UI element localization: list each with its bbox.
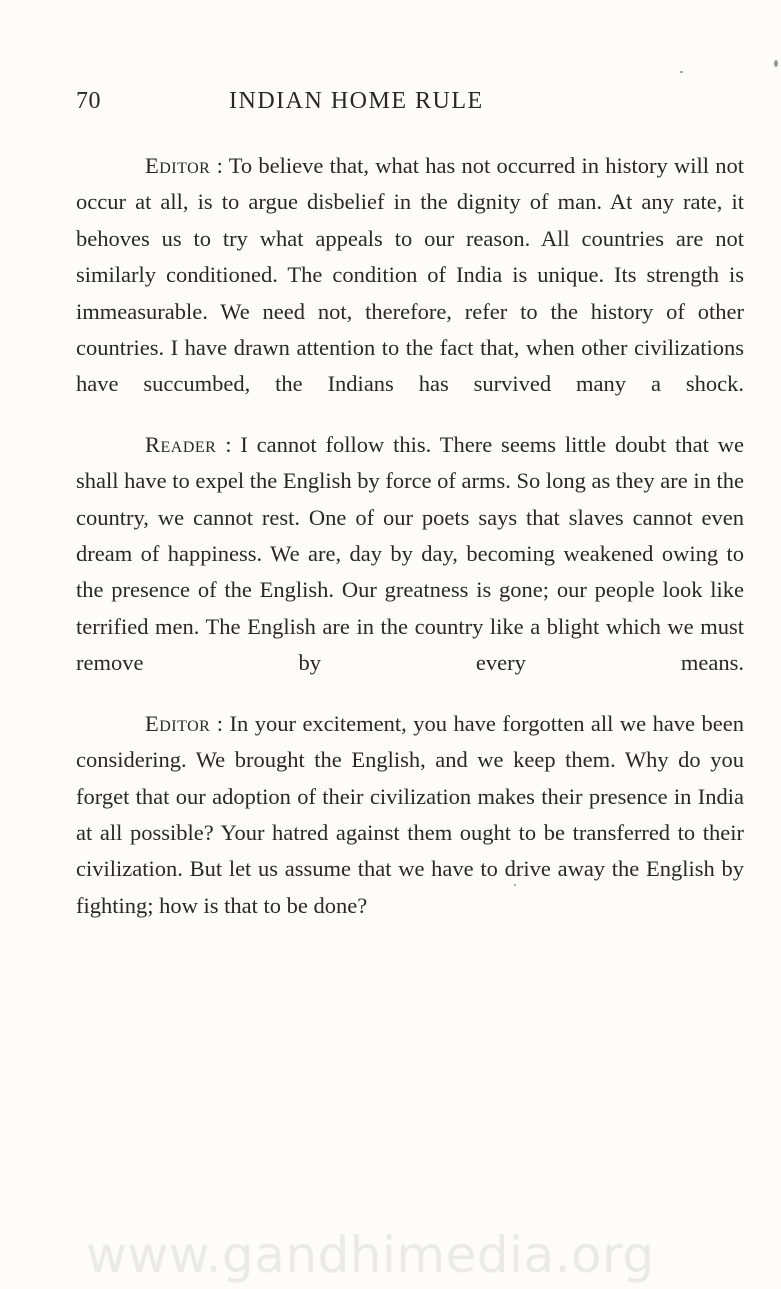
page-number: 70 — [76, 88, 101, 114]
speaker-label: Editor — [145, 710, 211, 736]
speaker-label: Reader — [145, 431, 217, 457]
scan-speck — [774, 60, 778, 67]
body-text — [76, 148, 744, 948]
watermark: www.gandhimedia.org — [86, 1226, 655, 1284]
paragraph-editor-1 — [76, 148, 744, 403]
speaker-separator: : — [210, 153, 229, 178]
paragraph-editor-2 — [76, 706, 744, 924]
paragraph-text: To believe that, what has not occurred in history will not occur at all, is to argue disbelief in the dignity of man. At any rate, it behoves us to try what appeals to our reason. All countries are not similarly conditioned. The condition of India is unique. Its strength is immeasurable. We need not, therefore, refer to the history of other countries. I have drawn attention to the fact that, when other civilizations have succumbed, the Indians has survived many a shock. — [76, 153, 744, 397]
page-header — [76, 88, 744, 122]
scan-speck — [514, 884, 516, 886]
scan-speck — [680, 71, 683, 73]
speaker-label: Editor — [145, 153, 211, 178]
running-title: INDIAN HOME RULE — [229, 88, 484, 114]
speaker-separator: : — [210, 710, 230, 736]
speaker-separator: : — [216, 431, 241, 457]
paragraph-reader-1 — [76, 427, 744, 682]
paragraph-text: In your excitement, you have forgotten all we have been considering. We brought the English, and we keep them. Why do you forget that our adoption of their civilization makes their presence in India at all possible? Your hatred against them ought to be transferred to their civilization. But let us assume that we have to drive away the English by fighting; how is that to be done? — [76, 710, 744, 918]
paragraph-text: I cannot follow this. There seems little doubt that we shall have to expel the English by force of arms. So long as they are in the country, we cannot rest. One of our poets says that slaves cannot even dream of happiness. We are, day by day, becoming weakened owing to the presence of the English. Our greatness is gone; our people look like terrified men. The English are in the country like a blight which we must remove by every means. — [76, 431, 744, 676]
